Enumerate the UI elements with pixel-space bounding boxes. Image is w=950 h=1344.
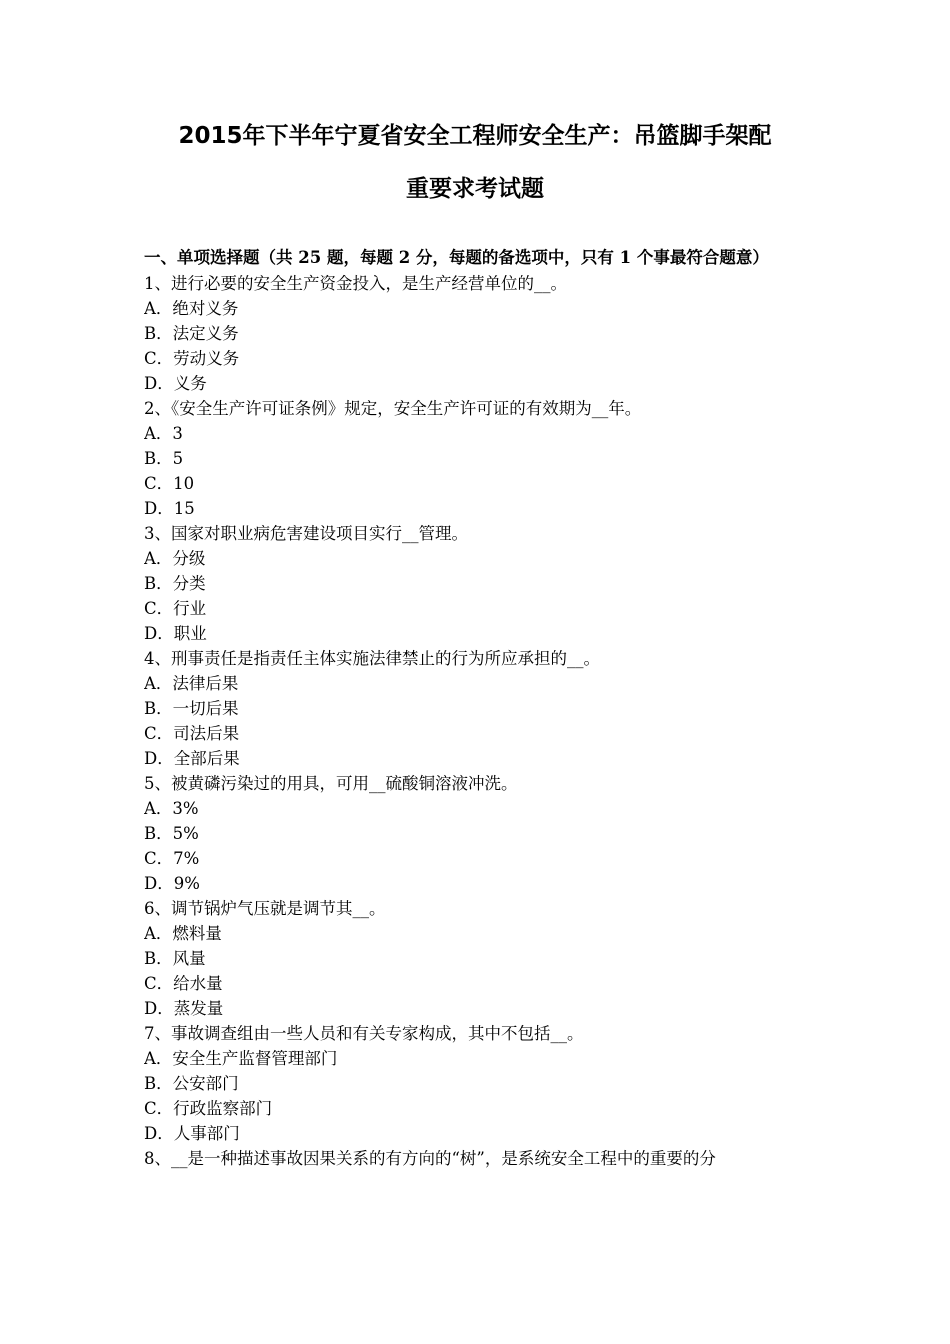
option-b: B．风量 <box>144 949 206 968</box>
option-d: D．全部后果 <box>144 749 240 768</box>
question-1 <box>144 271 816 396</box>
document-body <box>144 246 816 1171</box>
option-a: A．安全生产监督管理部门 <box>144 1049 338 1068</box>
option-a: A．分级 <box>144 549 206 568</box>
question-7 <box>144 1021 816 1146</box>
option-c: C．10 <box>144 474 195 493</box>
option-b: B．法定义务 <box>144 324 239 343</box>
question-stem: 2、《安全生产许可证条例》规定，安全生产许可证的有效期为__年。 <box>144 399 642 418</box>
question-5 <box>144 771 816 896</box>
question-stem: 7、事故调查组由一些人员和有关专家构成，其中不包括__。 <box>144 1024 584 1043</box>
option-a: A．3% <box>144 799 199 818</box>
option-b: B．5 <box>144 449 184 468</box>
question-stem: 4、刑事责任是指责任主体实施法律禁止的行为所应承担的__。 <box>144 649 600 668</box>
option-b: B．分类 <box>144 574 206 593</box>
option-c: C．7% <box>144 849 200 868</box>
option-c: C．劳动义务 <box>144 349 240 368</box>
option-c: C．司法后果 <box>144 724 240 743</box>
question-stem: 3、国家对职业病危害建设项目实行__管理。 <box>144 524 468 543</box>
option-b: B．5% <box>144 824 199 843</box>
option-b: B．公安部门 <box>144 1074 239 1093</box>
question-stem: 5、被黄磷污染过的用具，可用__硫酸铜溶液冲洗。 <box>144 774 518 793</box>
section-heading: 一、单项选择题（共 25 题，每题 2 分，每题的备选项中，只有 1 个事最符合题意） <box>144 248 769 267</box>
option-d: D．蒸发量 <box>144 999 224 1018</box>
option-a: A．绝对义务 <box>144 299 239 318</box>
option-b: B．一切后果 <box>144 699 239 718</box>
question-stem: 6、调节锅炉气压就是调节其__。 <box>144 899 386 918</box>
question-3 <box>144 521 816 646</box>
option-d: D．职业 <box>144 624 207 643</box>
option-c: C．给水量 <box>144 974 223 993</box>
page-title-line-1: 2015年下半年宁夏省安全工程师安全生产：吊篮脚手架配 <box>178 123 772 149</box>
option-a: A．3 <box>144 424 183 443</box>
question-8-stem: 8、__是一种描述事故因果关系的有方向的“树”，是系统安全工程中的重要的分 <box>144 1149 716 1168</box>
option-a: A．燃料量 <box>144 924 222 943</box>
page-title-line-2: 重要求考试题 <box>406 176 544 202</box>
option-d: D．人事部门 <box>144 1124 240 1143</box>
question-6 <box>144 896 816 1021</box>
option-d: D．15 <box>144 499 195 518</box>
option-c: C．行业 <box>144 599 207 618</box>
option-d: D．义务 <box>144 374 207 393</box>
option-d: D．9% <box>144 874 200 893</box>
question-stem: 1、进行必要的安全生产资金投入，是生产经营单位的__。 <box>144 274 567 293</box>
question-2 <box>144 396 816 521</box>
option-a: A．法律后果 <box>144 674 239 693</box>
option-c: C．行政监察部门 <box>144 1099 273 1118</box>
question-4 <box>144 646 816 771</box>
